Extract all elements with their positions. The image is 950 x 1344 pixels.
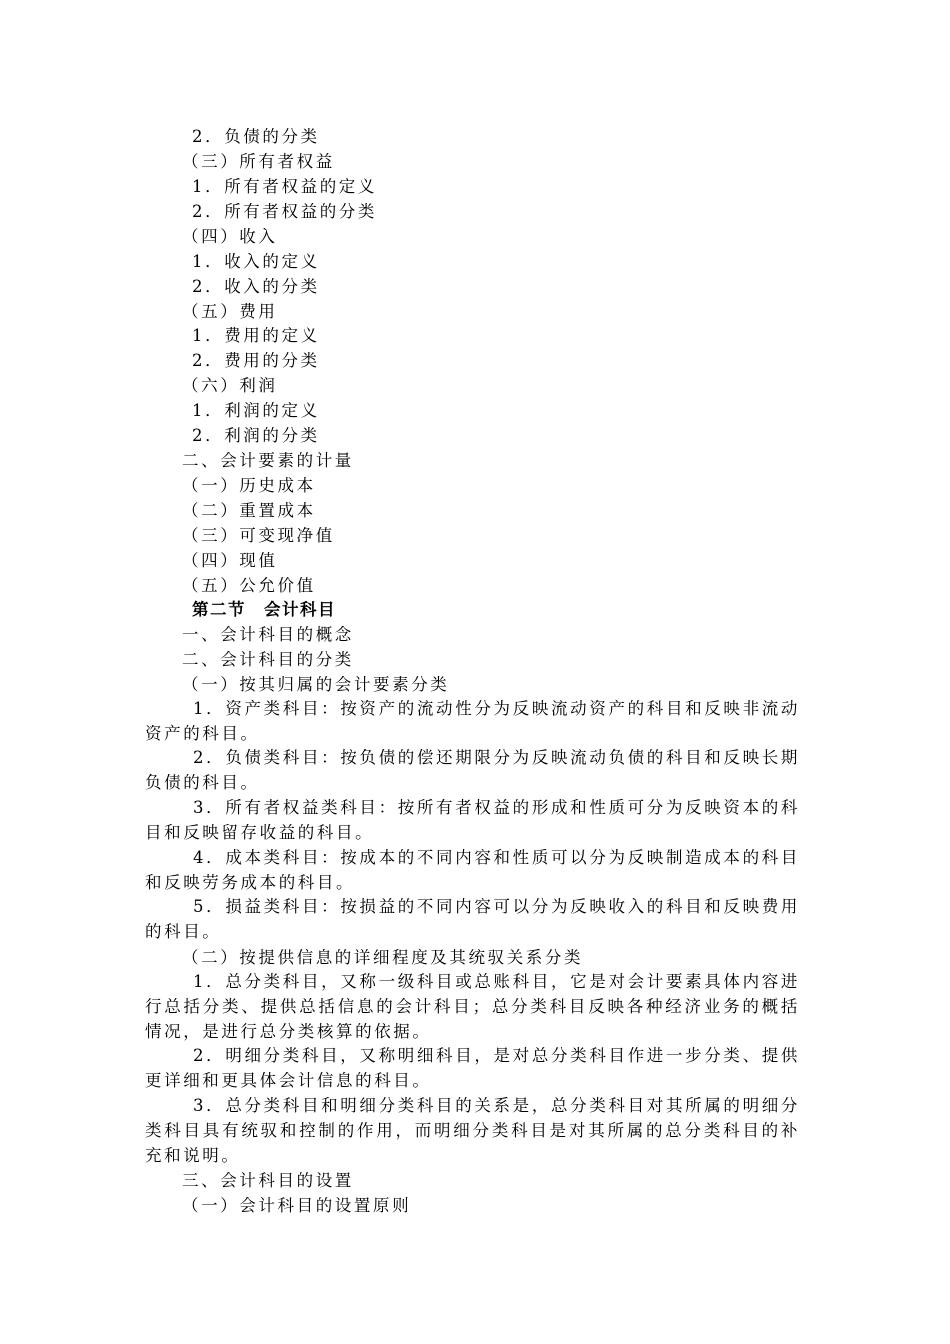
paragraph: 3．总分类科目和明细分类科目的关系是，总分类科目对其所属的明细分类科目具有统驭和控制的作用，而明细分类科目是对其所属的总分类科目的补充和说明。 <box>145 1096 800 1165</box>
outline-item: 1．所有者权益的定义 <box>192 177 377 196</box>
outline-item: 2．收入的分类 <box>192 277 320 296</box>
outline-item: （五）公允价值 <box>182 576 316 595</box>
subheading: 三、会计科目的设置 <box>182 1171 354 1190</box>
paragraph: 2．明细分类科目，又称明细科目，是对总分类科目作进一步分类、提供更详细和更具体会计信息的科目。 <box>145 1046 800 1090</box>
paragraph: 5．损益类科目：按损益的不同内容可以分为反映收入的科目和反映费用的科目。 <box>145 897 800 941</box>
outline-item: 2．负债的分类 <box>192 127 320 146</box>
outline-item: （四）收入 <box>182 227 278 246</box>
outline-item: （三）所有者权益 <box>182 152 335 171</box>
outline-item: （五）费用 <box>182 302 278 321</box>
outline-item: （二）重置成本 <box>182 501 316 520</box>
outline-item: 2．利润的分类 <box>192 426 320 445</box>
outline-item: （六）利润 <box>182 376 278 395</box>
outline-item: 2．费用的分类 <box>192 351 320 370</box>
outline-item: 1．收入的定义 <box>192 252 320 271</box>
outline-item: （四）现值 <box>182 551 278 570</box>
subheading: （一）按其归属的会计要素分类 <box>182 675 450 694</box>
outline-item: 2．所有者权益的分类 <box>192 202 377 221</box>
outline-item: （三）可变现净值 <box>182 526 335 545</box>
paragraph: 1．总分类科目，又称一级科目或总账科目，它是对会计要素具体内容进行总括分类、提供总括信息的会计科目；总分类科目反映各种经济业务的概括情况，是进行总分类核算的依据。 <box>145 972 800 1041</box>
paragraph: 2．负债类科目：按负债的偿还期限分为反映流动负债的科目和反映长期负债的科目。 <box>145 748 800 792</box>
subheading: 二、会计科目的分类 <box>182 650 354 669</box>
subheading: （二）按提供信息的详细程度及其统驭关系分类 <box>182 948 584 967</box>
paragraph: 4．成本类科目：按成本的不同内容和性质可以分为反映制造成本的科目和反映劳务成本的科目。 <box>145 848 800 892</box>
paragraph: 1．资产类科目：按资产的流动性分为反映流动资产的科目和反映非流动资产的科目。 <box>145 699 800 743</box>
subheading: 一、会计科目的概念 <box>182 625 354 644</box>
outline-item: 1．利润的定义 <box>192 401 320 420</box>
paragraph: 3．所有者权益类科目：按所有者权益的形成和性质可分为反映资本的科目和反映留存收益的科目。 <box>145 798 800 842</box>
outline-item: 1．费用的定义 <box>192 326 320 345</box>
outline-heading: 二、会计要素的计量 <box>182 451 354 470</box>
outline-item: （一）历史成本 <box>182 476 316 495</box>
section-heading: 第二节 会计科目 <box>192 600 336 619</box>
subheading: （一）会计科目的设置原则 <box>182 1196 412 1215</box>
